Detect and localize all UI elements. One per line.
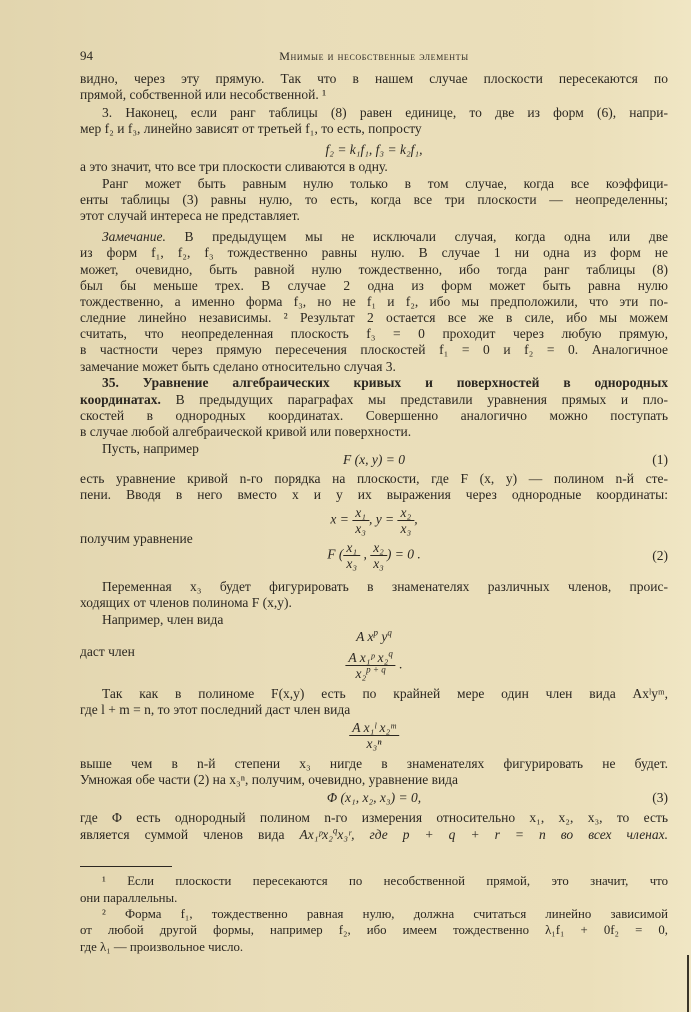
term-expression xyxy=(356,628,392,646)
text-line: видно, через эту прямую. Так что в нашем случае плоскости пересекаются по xyxy=(80,71,668,86)
exp: p + q xyxy=(366,664,386,675)
text-line: ходящих от членов полинома F (x,y). xyxy=(80,595,292,610)
footnote-line: где λ₁ — произвольное число. xyxy=(80,940,244,954)
equation-number-1: (1) xyxy=(652,452,668,467)
eq2-rhs: ) = 0 . xyxy=(386,546,421,562)
denominator: x₃ xyxy=(373,556,384,571)
text-line: Так как в полиноме F(x,y) есть по крайней мере один член вида Axˡyᵐ, xyxy=(102,686,668,701)
text-line: есть уравнение кривой n-го порядка на плоскости, где F (x, y) — полином n-й сте- xyxy=(80,471,668,486)
text-line: следние линейно независимы. ² Результат 2 остается все же в силе, ибо мы можем xyxy=(80,310,668,325)
numerator: A x₁ˡ x₂ᵐ xyxy=(349,720,399,736)
text-line: замечание может быть сделано относительно случая 3. xyxy=(80,359,396,374)
page-number: 94 xyxy=(80,48,93,63)
footnote-line: они параллельны. xyxy=(80,891,178,905)
eq-sep: , xyxy=(414,511,418,527)
fraction xyxy=(349,720,399,751)
fraction-term-2 xyxy=(349,720,399,751)
denominator: x₃ xyxy=(400,521,412,536)
text-line: получим уравнение xyxy=(80,531,193,546)
text-line: даст член xyxy=(80,644,135,659)
numerator: x₁ xyxy=(352,505,369,521)
numerator-text: A x₁ᵖ x₂ xyxy=(348,650,389,665)
text-line: скостей в однородных координатах. Совершенно аналогично можно поступать xyxy=(80,408,668,423)
fraction xyxy=(343,540,360,571)
fraction xyxy=(345,650,395,681)
denominator: x₃ xyxy=(355,521,366,536)
text-line: 3. Наконец, если ранг таблицы (8) равен единице, то две из форм (6), напри- xyxy=(102,105,668,120)
running-title: Мнимые и несобственные элементы xyxy=(279,49,469,63)
eq2-f: F ( xyxy=(327,546,344,562)
text-span: является суммой членов вида xyxy=(80,827,285,842)
section-heading: 35. Уравнение алгебраических кривых и поверхностей в однородных xyxy=(102,375,668,390)
equation-number-2: (2) xyxy=(652,548,668,563)
text-line xyxy=(80,826,668,844)
exp: q xyxy=(332,825,338,836)
text-line: прямой, собственной или несобственной. ¹ xyxy=(80,87,327,102)
denominator xyxy=(352,666,388,681)
text-line: Ранг может быть равным нулю только в том случае, когда все коэффици- xyxy=(102,176,668,191)
text-line: из форм f₁, f₂, f₃ тождественно равны нулю. В случае 1 ни одна из форм не xyxy=(80,245,668,260)
equation-2 xyxy=(327,540,420,571)
numerator: x₂ xyxy=(398,505,415,521)
denominator-text: x₂ xyxy=(355,666,367,681)
denominator: x₃ⁿ xyxy=(366,736,382,751)
text-line: Умножая обе части (2) на x₃ⁿ, получим, очевидно, уравнение вида xyxy=(80,772,459,787)
dot: . xyxy=(395,656,403,672)
text-line: где Φ есть однородный полином n-го измерения относительно x₁, x₂, x₃, то есть xyxy=(80,810,668,825)
term-a: A x xyxy=(356,629,374,644)
fraction xyxy=(398,505,418,536)
numerator: x₂ xyxy=(370,540,387,556)
text-line: тождественно, а именно форма f₃, но не f₁ и f₂, ибо мы предположили, что эти по- xyxy=(80,294,668,309)
footnote-line: от любой другой формы, например f₂, ибо имеем тождественно λ₁f₁ + 0f₂ = 0, xyxy=(80,923,668,937)
text-line: считать, что неопределенная плоскость f₃ = 0 проходит через любую прямую, xyxy=(80,326,668,341)
equation-f: f₂ = k₁f₁, f₃ = k₂f₁, xyxy=(325,142,423,157)
text-line: мер f₂ и f₃, линейно зависят от третьей f₁, то есть, попросту xyxy=(80,121,422,136)
equation-3: Φ (x₁, x₂, x₃) = 0, xyxy=(326,790,422,805)
eq-y-lhs: , y = xyxy=(368,511,395,527)
term-p: p xyxy=(373,627,378,638)
denominator: x₃ xyxy=(346,556,358,571)
equation-number-3: (3) xyxy=(652,790,668,805)
text-line: Например, член вида xyxy=(102,612,224,627)
fraction xyxy=(370,540,387,571)
term-y: y xyxy=(378,629,388,644)
text-span: В предыдущих параграфах мы представили уравнения прямых и пло- xyxy=(160,392,668,407)
text-line: в частности через прямую пересечения плоскостей f₁ = 0 и f₂ = 0. Аналогичное xyxy=(80,342,668,357)
text-line: в случае любой алгебраической кривой или поверхности. xyxy=(80,424,412,439)
footnote-divider xyxy=(80,866,172,867)
section-heading-tail: координатах. xyxy=(80,392,161,407)
equation-substitution xyxy=(330,505,417,536)
text-line: может, очевидно, быть равной нулю тождественно, ибо тогда ранг таблицы (8) xyxy=(80,262,668,277)
page-edge-shadow xyxy=(687,955,689,1012)
fraction xyxy=(352,505,369,536)
formula-text: Ax₁ᵖx₂ xyxy=(299,827,333,842)
text-line: Пусть, например xyxy=(102,441,199,456)
exp: q xyxy=(388,648,393,659)
remark-label: Замечание. xyxy=(102,229,166,244)
footnote-line: ² Форма f₁, тождественно равная нулю, должна считаться линейно зависимой xyxy=(102,907,668,921)
equation-1: F (x, y) = 0 xyxy=(343,452,405,467)
text-line: где l + m = n, то этот последний даст член вида xyxy=(80,702,351,717)
text-line: пени. Вводя в него вместо x и y их выражения через однородные координаты: xyxy=(80,487,668,502)
fraction-term-1 xyxy=(345,650,402,681)
text-line: был бы меньше трех. В случае 2 одна из форм может быть равна нулю xyxy=(80,278,668,293)
formula xyxy=(299,827,668,842)
numerator: x₁ xyxy=(343,540,360,556)
text-line: а это значит, что все три плоскости сливаются в одну. xyxy=(80,159,388,174)
text-line: Переменная x₃ будет фигурировать в знаменателях различных членов, проис- xyxy=(102,579,668,594)
formula-rest: x₃ʳ, где p + q + r = n во всех членах. xyxy=(337,827,668,842)
text-line: выше чем в n-й степени x₃ нигде в знаменателях фигурировать не будет. xyxy=(80,756,668,771)
term-q: q xyxy=(387,627,392,638)
text-line: этот случай интереса не представляет. xyxy=(80,208,300,223)
eq-x-lhs: x = xyxy=(330,511,349,527)
text-line: енты таблицы (3) равны нулю, то есть, когда все три плоскости — неопределенны; xyxy=(80,192,668,207)
footnote-line: ¹ Если плоскости пересекаются по несобственной прямой, это значит, что xyxy=(102,874,668,888)
eq2-comma: , xyxy=(360,546,371,562)
text-span: В предыдущем мы не исключали случая, когда одна или две xyxy=(165,229,668,244)
